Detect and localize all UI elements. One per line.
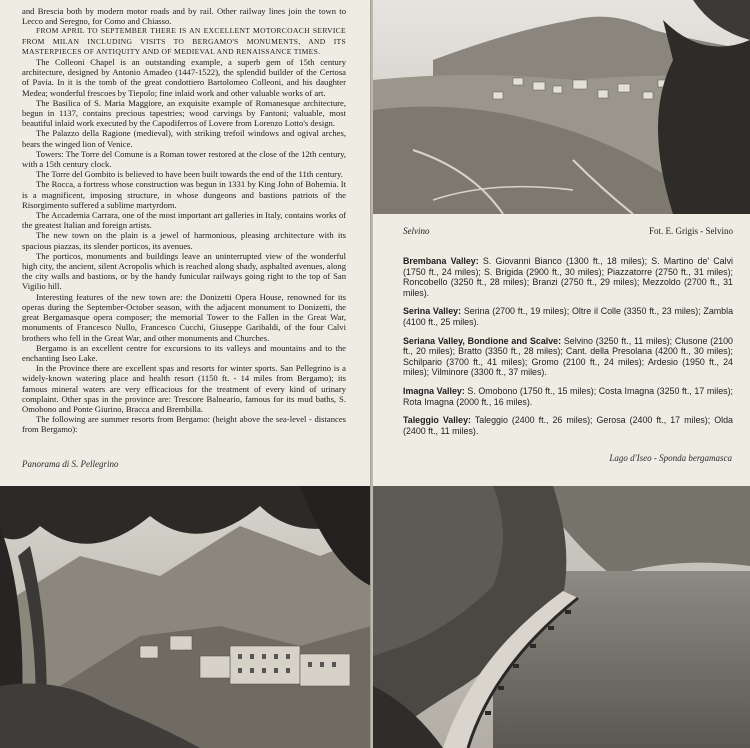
photo-lago-iseo: [373, 486, 750, 748]
photo-caption-selvino: Selvino: [403, 226, 430, 236]
valley-entry: [403, 306, 733, 327]
valley-entry: [403, 386, 733, 407]
valley-name: Seriana Valley, Bondione and Scalve:: [403, 335, 562, 346]
photo-san-pellegrino: [0, 486, 371, 748]
photo-credit: Fot. E. Grigis - Selvino: [648, 226, 733, 236]
paragraph: In the Province there are excellent spas and resorts for winter sports. San Pellegrino is a widely-known watering place and health resort (1150 ft. - 14 miles from Bergamo); its famous mineral waters are very efficacious for the treatment of every kind of urinary complaint. Other spas in the province are: Trescore Balneario, famous for its mud baths, S. Omobono and Ponte Giurino, Bracca and Brembilla.: [22, 363, 346, 414]
paragraph: FROM APRIL TO SEPTEMBER THERE IS AN EXCELLENT MOTORCOACH SERVICE FROM MILAN INCLUDING VISITS TO BERGAMO'S MONUMENTS, AND ITS MASTERPIECES OF ANTIQUITY AND OF MEDIEVAL AND RENAISSANCE TIMES.: [22, 26, 346, 56]
paragraph: The Torre del Gombito is believed to have been built towards the end of the 11th century.: [36, 169, 343, 180]
left-text-block: [22, 6, 346, 435]
paragraph: The Colleoni Chapel is an outstanding example, a superb gem of 15th century architecture, designed by Antonio Amadeo (1447-1522), the splendid builder of the Certosa of Pavia. In it is the tomb of the great condottiero Bartolomeo Colleoni, and his daughter Medea; wonderful frescoes by Tiepolo; fine inlaid work and other valuable works of art.: [22, 57, 346, 98]
right-page: [373, 0, 750, 748]
left-page: [0, 0, 371, 748]
paragraph: The porticos, monuments and buildings leave an uninterrupted view of the wonderful high city, the ancient, silent Acropolis which is reached along shady, asphalted avenues, along the city walls and bastions, or by the handy funicular railways going right to the top of San Vigilio hill.: [22, 250, 346, 292]
photo-caption-pellegrino: Panorama di S. Pellegrino: [22, 459, 119, 469]
valley-resorts: S. Giovanni Bianco (1300 ft., 18 miles); S. Martino de' Calvi (1750 ft., 24 miles); S. Brigida (2900 ft., 30 miles); Piazzatorre (2750 ft., 31 miles); Roncobello (3250 ft., 28 miles); Branzi (2750 ft., 29 miles); Mezzoldo (2700 ft., 31 miles).: [403, 256, 734, 298]
paragraph: The Rocca, a fortress whose construction was begun in 1331 by King John of Bohemia. It is a magnificent, imposing structure, in whose dungeons and bastions patriots of the Risorgimento suffered a sublime martyrdom.: [22, 179, 346, 210]
paragraph: The Accademia Carrara, one of the most important art galleries in Italy, contains works of the greatest Italian and foreign artists.: [22, 210, 346, 231]
paragraph: The Basilica of S. Maria Maggiore, an exquisite example of Romanesque architecture, begun in 1137, contains precious tapestries; wood carvings by Fantoni; valuable, most beautiful inlaid work executed by the Capodiferros of Lovere from Lorenzo Lotto's design.: [22, 97, 346, 129]
paragraph: The Palazzo della Ragione (medieval), with striking trefoil windows and ogival arches, bears the winged lion of Venice.: [22, 128, 346, 149]
valley-resorts: Selvino (3250 ft., 11 miles); Clusone (2100 ft., 20 miles); Bratto (3350 ft., 28 miles); Cant. della Presolana (4200 ft., 30 miles); Schilpario (3700 ft., 41 miles); Gromo (2100 ft., 24 miles); Ardesio (1950 ft., 24 miles); Vilminore (3300 ft., 37 miles).: [403, 335, 733, 378]
valley-name: Taleggio Valley:: [403, 415, 471, 426]
paragraph: and Brescia both by modern motor roads and by rail. Other railway lines join the town to Lecco and Seregno, for Como and Chiasso.: [22, 6, 346, 27]
valley-name: Serina Valley:: [403, 306, 462, 317]
photo-caption-iseo: Lago d'Iseo - Sponda bergamasca: [609, 453, 732, 463]
photo-selvino: [373, 0, 750, 214]
valley-entry: [403, 256, 733, 298]
valley-entry: [403, 336, 733, 378]
paragraph: The following are summer resorts from Bergamo: (height above the sea-level - distances from Bergamo):: [22, 414, 346, 435]
paragraph: Interesting features of the new town are: the Donizetti Opera House, renowned for its operas during the September-October season, with the adjacent monument to Donizetti, the great Bergamasque opera composer; the memorial Tower to the Fallen in the Great War, monuments of Francesco Nullo, Francesco Cucchi, Giuseppe Garibaldi, of the four Calvi brothers who fell in the Great War, and other monuments and Churches.: [22, 291, 346, 343]
valley-resorts: Serina (2700 ft., 19 miles); Oltre il Colle (3350 ft., 23 miles); Zambla (4100 ft., 25 miles).: [403, 306, 733, 327]
paragraph: Bergamo is an excellent centre for excursions to its valleys and mountains and to the enchanting Iseo Lake.: [22, 342, 346, 363]
valley-resorts-list: [403, 256, 733, 444]
valley-resorts: S. Omobono (1750 ft., 15 miles); Costa Imagna (3250 ft., 17 miles); Rota Imagna (2000 ft., 16 miles).: [403, 385, 733, 407]
paragraph: The new town on the plain is a jewel of harmonious, pleasing architecture with its spacious piazzas, its slender porticos, its avenues.: [22, 230, 346, 251]
valley-name: Brembana Valley:: [403, 256, 479, 266]
valley-resorts: Taleggio (2400 ft., 26 miles); Gerosa (2400 ft., 17 miles); Olda (2400 ft., 11 miles).: [403, 415, 733, 436]
valley-name: Imagna Valley:: [403, 385, 465, 396]
paragraph: Towers: The Torre del Comune is a Roman tower restored at the close of the 12th century, with a 15th century clock.: [22, 148, 346, 170]
valley-entry: [403, 415, 733, 436]
